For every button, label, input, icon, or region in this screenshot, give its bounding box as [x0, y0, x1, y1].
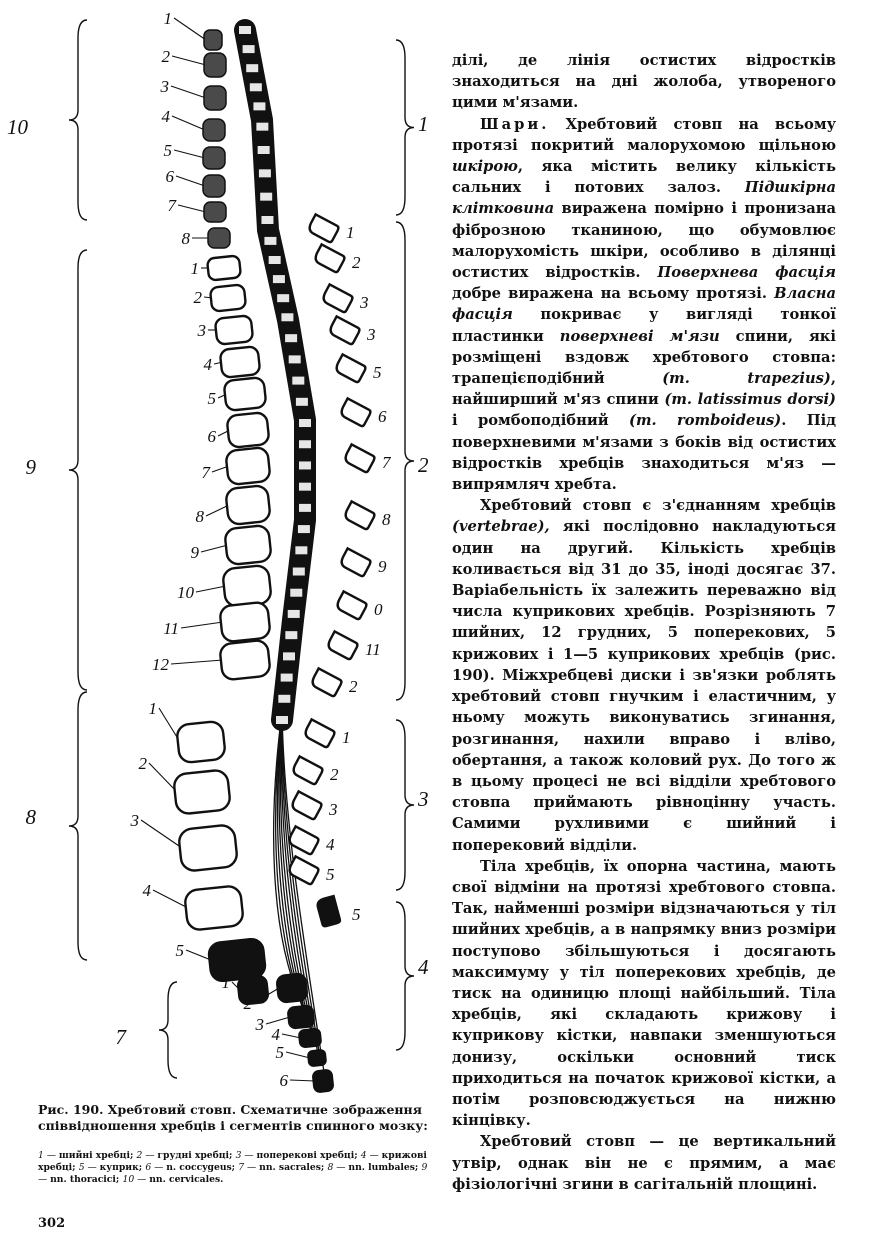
- segment-shape: [343, 501, 375, 530]
- leader-line: [172, 56, 206, 65]
- vertebra-label: 3: [160, 77, 169, 96]
- segment-label: 5: [326, 865, 335, 884]
- vertebra: [178, 824, 238, 872]
- segment-label: 7: [382, 453, 391, 472]
- term: Власна фасція: [452, 285, 836, 324]
- vertebra-label: 3: [197, 321, 206, 340]
- cord-segment: [285, 631, 297, 639]
- legend-number: 2 —: [136, 1150, 158, 1161]
- spinal-segment: [316, 896, 340, 927]
- term: (m. latissimus dorsi): [664, 391, 836, 409]
- left-group-label: 8: [25, 805, 36, 829]
- legend-number: 7 —: [238, 1161, 260, 1173]
- spine-diagram: [7, 8, 435, 1100]
- segment-shape: [343, 444, 375, 473]
- figure-legend: [38, 1150, 430, 1185]
- cord-segment: [261, 216, 273, 224]
- vertebra-label: 1: [221, 973, 230, 992]
- spinal-segment: [313, 244, 345, 273]
- vertebra-label: 4: [161, 107, 170, 126]
- right-group-label: 4: [418, 955, 429, 979]
- leader-line: [141, 820, 182, 848]
- text-run: добре виражена на всьому протязі.: [452, 285, 775, 303]
- legend-text: грудні хребці;: [157, 1150, 236, 1161]
- segment-label: 0: [374, 600, 383, 619]
- term: (m. romboideus): [629, 412, 782, 430]
- vertebra-label: 1: [148, 699, 157, 718]
- vertebra-label: 1: [163, 9, 172, 28]
- segment-label: 6: [378, 407, 387, 426]
- vertebra-label: 3: [130, 811, 139, 830]
- legend-text: nn. thoracici;: [50, 1173, 123, 1185]
- right-group-bracket: [396, 222, 414, 700]
- text-run: і ромбоподібний: [452, 412, 630, 430]
- segment-label: 5: [352, 905, 361, 924]
- vertebra: [219, 602, 271, 643]
- vertebra: [203, 119, 225, 141]
- right-group-bracket: [396, 720, 414, 890]
- leader-line: [181, 622, 223, 628]
- spinal-segment: [310, 668, 342, 697]
- spinal-segment: [321, 284, 353, 313]
- leader-line: [174, 18, 206, 40]
- legend-number: 5 —: [78, 1161, 100, 1173]
- cord-segment: [299, 483, 311, 491]
- spinal-segment: [326, 631, 358, 660]
- segment-shape: [313, 244, 345, 273]
- spinal-segment: [343, 444, 375, 473]
- vertebra: [225, 485, 271, 525]
- left-group-bracket: [69, 20, 87, 220]
- text-run: виражена помірно і пронизана фіброзною тканиною, що обумовлює малорухомість шкіри, особливо в ділянці остистих відростків.: [452, 200, 836, 282]
- text-run: Хребтовий стовп на всьому протязі покритий малорухомою щільною: [452, 115, 836, 154]
- vertebra-label: 10: [177, 583, 194, 602]
- cord-segment: [259, 169, 271, 177]
- leader-line: [178, 205, 206, 212]
- leader-line: [171, 660, 223, 664]
- segment-label: 1: [342, 728, 351, 747]
- term: шкірою: [452, 158, 518, 176]
- body-text: [452, 50, 836, 1195]
- cord-segment: [273, 275, 285, 283]
- vertebra: [226, 412, 269, 448]
- section-heading: Шари.: [480, 115, 550, 133]
- left-group-label: 9: [25, 455, 36, 479]
- cord-segment: [260, 193, 272, 201]
- leader-line: [286, 1052, 310, 1058]
- cord-segment: [239, 26, 251, 34]
- legend-number: 3 —: [235, 1150, 257, 1161]
- leader-line: [186, 950, 211, 960]
- cord-segment: [299, 440, 311, 448]
- right-group-label: 3: [418, 787, 429, 811]
- segment-label: 11: [365, 640, 381, 659]
- segment-shape: [316, 896, 340, 927]
- cord-segment: [250, 83, 262, 91]
- cord-segment: [296, 398, 308, 406]
- segment-shape: [287, 856, 319, 885]
- vertebra: [208, 228, 230, 248]
- paragraph-3: [452, 495, 836, 855]
- spinal-segment: [339, 398, 371, 427]
- paragraph-4: Тіла хребців, їх опорна частина, мають свої відміни на протязі хребтового стовпа. Так, найменші розміри відзначаються у тіл шийних хребців, а в напрямку вниз розміри поступово збільшуються і досягають максимуму у тіл поперекових хребців, де тиск на одиницю площі найбільший. Тіла хребців, які складають крижову і куприкову кістки, навпаки зменшуються донизу, оскільки основний тиск приходиться на початок крижової кістки, а потім розповсюджується на нижню кінцівку.: [452, 857, 836, 1130]
- segment-shape: [328, 316, 360, 345]
- segment-shape: [291, 756, 323, 785]
- segment-label: 5: [373, 363, 382, 382]
- spinal-segment: [307, 214, 339, 243]
- cord-segment: [299, 504, 311, 512]
- cord-segment: [299, 461, 311, 469]
- vertebra-label: 5: [163, 141, 172, 160]
- vertebra: [204, 86, 226, 110]
- leader-line: [153, 890, 188, 908]
- spinal-segment: [291, 756, 323, 785]
- leader-line: [282, 1034, 301, 1038]
- vertebra-label: 4: [142, 881, 151, 900]
- cord-segment: [299, 419, 311, 427]
- segment-shape: [321, 284, 353, 313]
- text-run: , найширший м'яз спини: [452, 370, 836, 409]
- vertebra: [224, 377, 267, 411]
- cord-segment: [295, 546, 307, 554]
- leader-line: [174, 150, 205, 158]
- legend-text: nn. cervicales.: [149, 1173, 224, 1185]
- cord-segment: [264, 237, 276, 245]
- term: Поверхнева фасція: [657, 264, 836, 282]
- cord-segment: [281, 674, 293, 682]
- segment-shape: [310, 668, 342, 697]
- vertebra: [203, 147, 225, 169]
- leader-line: [196, 586, 226, 592]
- segment-shape: [339, 548, 371, 577]
- right-group-bracket: [396, 40, 414, 215]
- vertebra-label: 5: [175, 941, 184, 960]
- cord-segment: [277, 294, 289, 302]
- spinal-segment: [303, 719, 335, 748]
- leader-line: [176, 176, 205, 186]
- segment-label: 2: [352, 253, 361, 272]
- text-run: покриває у вигляді тонкої пластинки: [452, 306, 836, 345]
- vertebra-label: 1: [190, 259, 199, 278]
- term: Підшкірна клітковина: [452, 179, 836, 218]
- segment-shape: [326, 631, 358, 660]
- vertebra-label: 5: [275, 1043, 284, 1062]
- segment-label: 2: [349, 677, 358, 696]
- vertebra: [220, 346, 261, 378]
- segment-label: 3: [367, 325, 376, 344]
- vertebra-label: 6: [165, 167, 174, 186]
- leader-line: [266, 1017, 290, 1024]
- vertebra-label: 7: [167, 196, 176, 215]
- vertebra-label: 2: [243, 994, 252, 1013]
- term: (m. trapezius): [662, 370, 831, 388]
- vertebra-label: 2: [161, 47, 170, 66]
- leader-line: [171, 86, 206, 98]
- left-group-bracket: [69, 250, 87, 690]
- cord-segment: [283, 652, 295, 660]
- vertebra-label: 3: [255, 1015, 264, 1034]
- vertebra: [298, 1028, 322, 1048]
- vertebra: [184, 885, 244, 931]
- figure-caption: Рис. 190. Хребтовий стовп. Схематичне зображення співвідношення хребців і сегментів спинного мозку:: [38, 1102, 428, 1133]
- cord-segment: [298, 525, 310, 533]
- vertebra: [222, 565, 272, 608]
- segment-shape: [290, 791, 322, 820]
- paragraph-5: Хребтовий стовп — це вертикальний утвір, однак він не є прямим, а має фізіологічні згини в сагітальній площині.: [452, 1133, 836, 1193]
- cord-segment: [293, 568, 305, 576]
- segment-label: 3: [329, 800, 338, 819]
- vertebra-label: 4: [271, 1025, 280, 1044]
- spinal-segment: [334, 354, 366, 383]
- vertebra: [276, 973, 309, 1004]
- cord-segment: [258, 146, 270, 154]
- legend-text: поперекові хребці;: [256, 1150, 361, 1161]
- cord-segment: [290, 589, 302, 597]
- spinal-segment: [335, 591, 367, 620]
- vertebra-label: 4: [203, 355, 212, 374]
- legend-number: 9 —: [38, 1161, 428, 1185]
- legend-number: 4 —: [360, 1150, 382, 1161]
- cord-segment: [253, 102, 265, 110]
- vertebra: [173, 769, 231, 814]
- legend-number: 1 —: [38, 1150, 59, 1161]
- cord-segment: [288, 610, 300, 618]
- vertebra: [215, 315, 254, 345]
- legend-text: куприк;: [99, 1161, 146, 1173]
- legend-text: nn. lumbales;: [348, 1161, 422, 1173]
- segment-shape: [339, 398, 371, 427]
- leader-line: [149, 763, 177, 792]
- vertebra: [207, 255, 241, 280]
- vertebra: [204, 53, 226, 77]
- right-group-label: 1: [418, 112, 429, 136]
- vertebra: [312, 1069, 334, 1093]
- cord-segment: [281, 313, 293, 321]
- vertebra: [225, 447, 270, 485]
- term: (vertebrae),: [452, 518, 550, 536]
- cord-segment: [285, 334, 297, 342]
- left-group-label: 10: [7, 115, 28, 139]
- paragraph-2: [452, 114, 836, 496]
- spinal-segment: [287, 856, 319, 885]
- leader-line: [206, 505, 229, 516]
- segment-label: 9: [378, 557, 387, 576]
- vertebra: [219, 640, 271, 681]
- spinal-segment: [328, 316, 360, 345]
- legend-text: крижові хребці;: [38, 1150, 427, 1173]
- legend-text: шийні хребці;: [58, 1150, 137, 1161]
- segment-shape: [307, 214, 339, 243]
- text-run: які послідовно накладуються один на другий. Кількість хребців коливається від 31 до 35, іноді досягає 37. Варіабельність їх залежить переважно від числа куприкових хребців. Розрізняють 7 шийних, 12 грудних, 5 поперекових, 5 крижових і 1—5 куприкових хребців (рис. 190). Міжхребцеві диски і зв'язки роблять хребтовий стовп гнучким і еластичним, у ньому можуть виконуватись згинання, розгинання, нахили вправо і вліво, обертання, а також коловий рух. До того ж в цьому процесі не всі відділи хребтового стовпа приймають рівноцінну участь. Самими рухливими є шийний і поперековий відділи.: [452, 518, 836, 854]
- vertebra: [224, 525, 272, 565]
- segment-label: 2: [330, 765, 339, 784]
- vertebra: [204, 30, 222, 50]
- cord-segment: [246, 64, 258, 72]
- right-group-bracket: [396, 902, 414, 1050]
- vertebra-label: 7: [201, 463, 210, 482]
- spinal-segment: [339, 548, 371, 577]
- right-group-label: 2: [418, 453, 429, 477]
- vertebra: [204, 202, 226, 222]
- vertebra: [203, 175, 225, 197]
- vertebra-label: 6: [207, 427, 216, 446]
- leader-line: [172, 116, 205, 130]
- cord-segment: [289, 355, 301, 363]
- left-group-bracket: [159, 982, 177, 1078]
- vertebra: [307, 1049, 327, 1067]
- vertebra-label: 2: [193, 288, 202, 307]
- text-run: спини, які розміщені вздовж хребтового стовпа: трапецієподібний: [452, 327, 836, 388]
- vertebra-label: 8: [195, 507, 204, 526]
- segment-label: 3: [360, 293, 369, 312]
- paragraph-1: ділі, де лінія остистих відростків знаходиться на дні жолоба, утвореного цими м'язами.: [452, 52, 836, 112]
- cord-segment: [256, 123, 268, 131]
- vertebra: [287, 1005, 315, 1030]
- leader-line: [290, 1080, 315, 1081]
- vertebra-label: 8: [181, 229, 190, 248]
- text-run: Хребтовий стовп є з'єднанням хребців: [480, 497, 836, 515]
- vertebra-label: 11: [163, 619, 179, 638]
- cord-segment: [269, 256, 281, 264]
- segment-shape: [303, 719, 335, 748]
- vertebra-label: 6: [279, 1071, 288, 1090]
- segment-shape: [334, 354, 366, 383]
- legend-number: 8 —: [327, 1161, 349, 1173]
- term: поверхневі м'язи: [559, 327, 720, 345]
- segment-label: 1: [346, 223, 355, 242]
- left-group-label: 7: [115, 1025, 126, 1049]
- text-run: , яка містить велику кількість сальних і потових залоз.: [452, 158, 836, 197]
- spinal-segment: [343, 501, 375, 530]
- page-number: 302: [38, 1216, 66, 1231]
- cord-segment: [243, 45, 255, 53]
- legend-text: nn. sacrales;: [259, 1161, 328, 1173]
- segment-label: 4: [326, 835, 335, 854]
- legend-number: 10 —: [122, 1173, 150, 1185]
- legend-number: 6 —: [145, 1161, 167, 1173]
- vertebra-label: 2: [138, 754, 147, 773]
- vertebra: [210, 284, 246, 311]
- legend-text: n. coccygeus;: [166, 1161, 239, 1173]
- vertebra: [176, 721, 226, 764]
- spinal-segment: [290, 791, 322, 820]
- segment-label: 8: [382, 510, 391, 529]
- vertebra: [237, 975, 270, 1006]
- cord-segment: [292, 377, 304, 385]
- cord-segment: [278, 695, 290, 703]
- cord-segment: [276, 716, 288, 724]
- vertebra-label: 5: [207, 389, 216, 408]
- left-group-bracket: [69, 692, 87, 960]
- text-run: . Під поверхневими м'язами з боків від остистих відростків хребців знаходиться м'яз — випрямляч хребта.: [452, 412, 837, 494]
- vertebra-label: 12: [152, 655, 169, 674]
- leader-line: [201, 545, 228, 552]
- segment-shape: [335, 591, 367, 620]
- vertebra-label: 9: [190, 543, 199, 562]
